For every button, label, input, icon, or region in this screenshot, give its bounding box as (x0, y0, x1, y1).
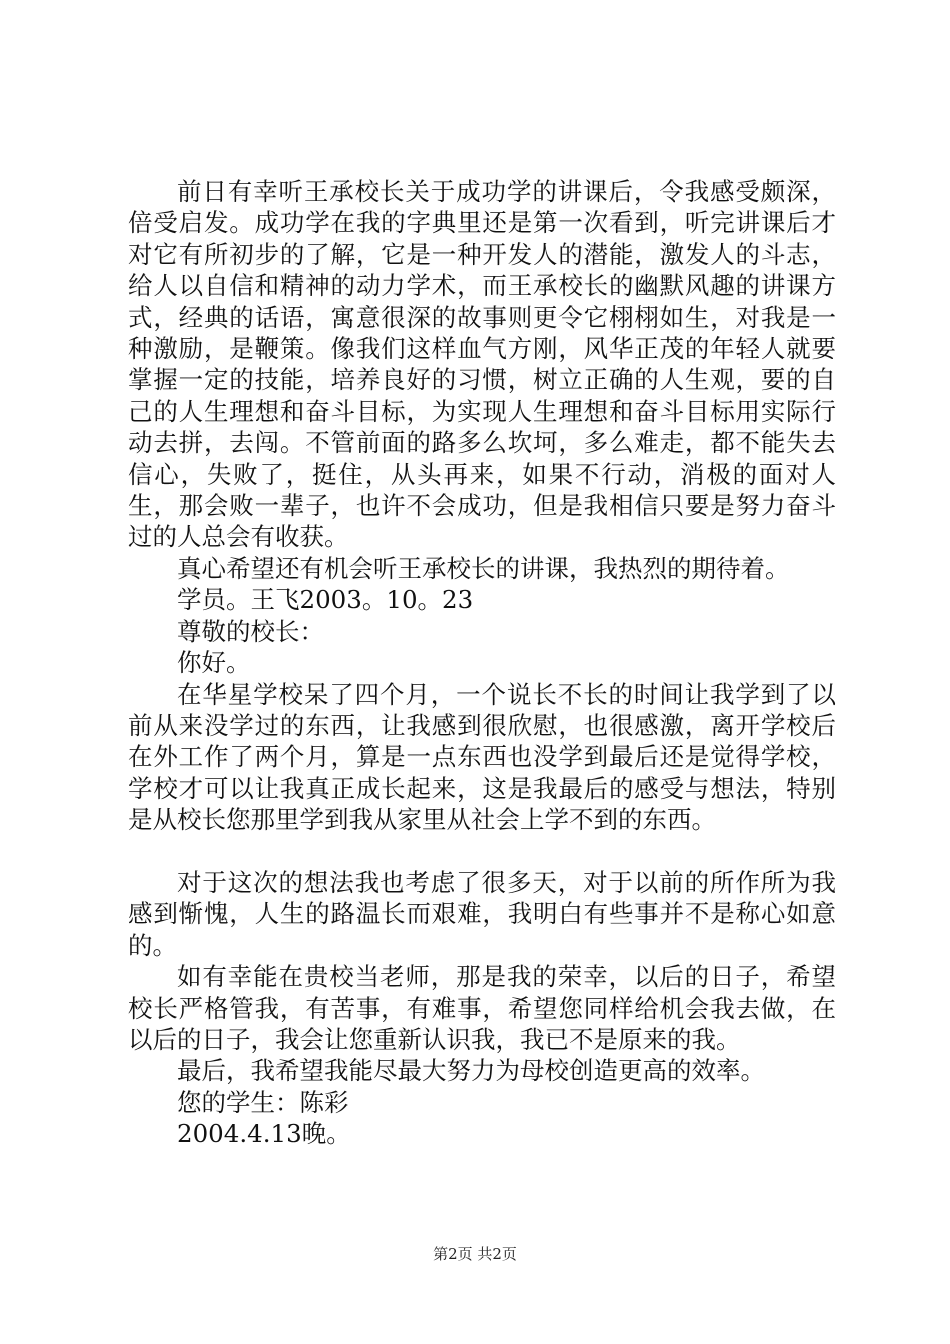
paragraph-hope: 真心希望还有机会听王承校长的讲课，我热烈的期待着。 (177, 553, 790, 583)
paragraph-signature-chencai: 您的学生：陈彩 (177, 1087, 349, 1117)
paragraph-teaching-wish: 如有幸能在贵校当老师，那是我的荣幸，以后的日子，希望校长严格管我，有苦事，有难事，希望您同样给机会我去做，在以后的日子，我会让您重新认识我，我已不是原来的我。 (128, 962, 836, 1054)
paragraph-date: 2004.4.13晚。 (177, 1119, 351, 1149)
paragraph-final-wish: 最后，我希望我能尽最大努力为母校创造更高的效率。 (177, 1056, 765, 1086)
paragraph-thoughts: 对于这次的想法我也考虑了很多天，对于以前的所作所为我感到惭愧，人生的路温长而艰难，我明白有些事并不是称心如意的。 (128, 867, 836, 960)
paragraph-school-experience: 在华星学校呆了四个月，一个说长不长的时间让我学到了以前从来没学过的东西，让我感到很欣慰，也很感激，离开学校后在外工作了两个月，算是一点东西也没学到最后还是觉得学校，学校才可以让我真正成长起来，这是我最后的感受与想法，特别是从校长您那里学到我从家里从社会上学不到的东西。 (128, 679, 836, 835)
page-number-footer: 第2页 共2页 (433, 1245, 517, 1263)
paragraph-signature-wangfei: 学员。王飞2003。10。23 (177, 585, 474, 615)
paragraph-greeting: 你好。 (177, 648, 251, 678)
paragraph-salutation: 尊敬的校长： (177, 616, 324, 646)
paragraph-lecture-reflection: 前日有幸听王承校长关于成功学的讲课后，令我感受颇深，倍受启发。成功学在我的字典里还是第一次看到，听完讲课后才对它有所初步的了解，它是一种开发人的潜能，激发人的斗志，给人以自信和精神的动力学术，而王承校长的幽默风趣的讲课方式，经典的话语，寓意很深的故事则更令它栩栩如生，对我是一种激励，是鞭策。像我们这样血气方刚，风华正茂的年轻人就要掌握一定的技能，培养良好的习惯，树立正确的人生观，要的自己的人生理想和奋斗目标，为实现人生理想和奋斗目标用实际行动去拼，去闯。不管前面的路多么坎坷，多么难走，都不能失去信心，失败了，挺住，从头再来，如果不行动，消极的面对人生，那会败一辈子，也许不会成功，但是我相信只要是努力奋斗过的人总会有收获。 (128, 177, 836, 552)
document-body (128, 176, 836, 1150)
